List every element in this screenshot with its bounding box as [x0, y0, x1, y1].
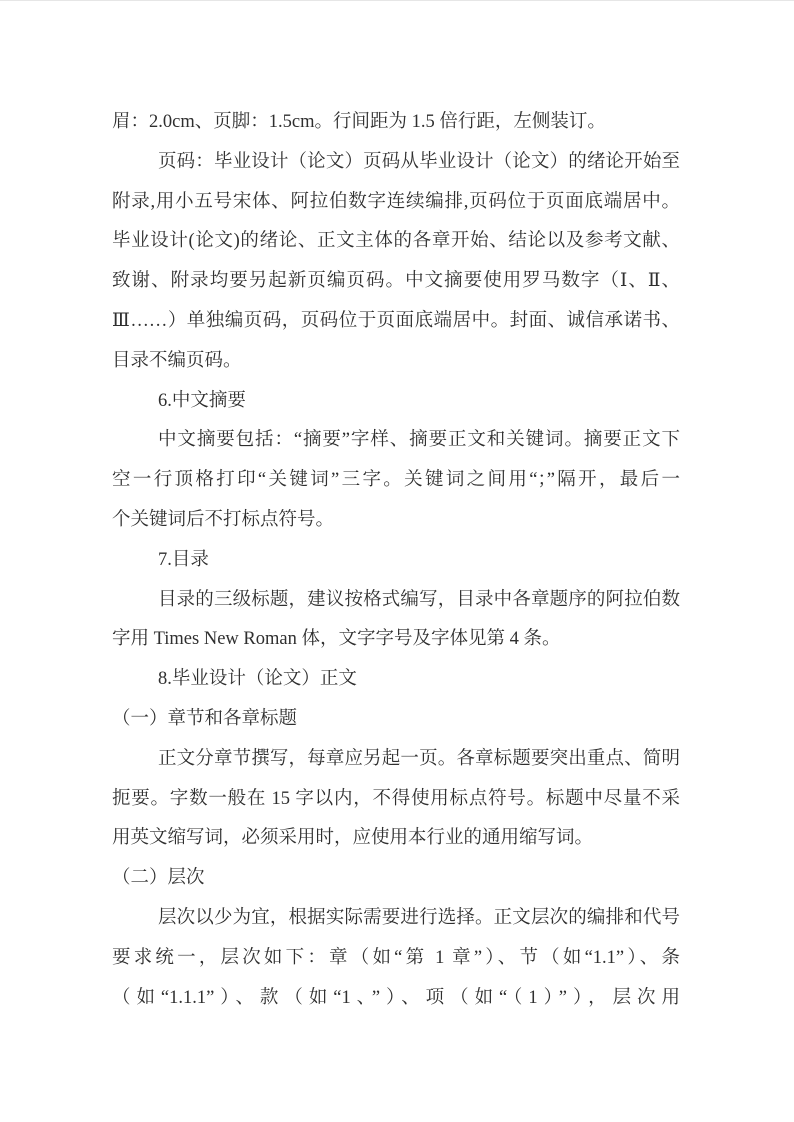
- line-page-number-rule-4: 致谢、附录均要另起新页编页码。中文摘要使用罗马数字（Ⅰ、Ⅱ、: [112, 271, 680, 292]
- line-level-rule-1: 层次以少为宜，根据实际需要进行选择。正文层次的编排和代号: [158, 907, 680, 928]
- line-chapter-title-rule-2: 扼要。字数一般在 15 字以内，不得使用标点符号。标题中尽量不采: [112, 788, 680, 809]
- line-level-rule-3: （如“1.1.1”）、款（如“1、”）、项（如“（1）”），层次用: [112, 987, 680, 1008]
- line-chapter-title-rule-3: 用英文缩写词，必须采用时，应使用本行业的通用缩写词。: [112, 828, 594, 849]
- line-page-number-rule-3: 毕业设计(论文)的绪论、正文主体的各章开始、结论以及参考文献、: [112, 231, 680, 252]
- line-chapter-title-rule-1: 正文分章节撰写，每章应另起一页。各章标题要突出重点、简明: [158, 748, 680, 769]
- line-page-number-rule-5: Ⅲ……）单独编页码，页码位于页面底端居中。封面、诚信承诺书、: [112, 310, 680, 331]
- line-level-rule-2: 要求统一，层次如下：章（如“第 1 章”）、节（如“1.1”）、条: [112, 947, 680, 968]
- line-abstract-rule-3: 个关键词后不打标点符号。: [112, 509, 335, 530]
- line-page-number-rule-6: 目录不编页码。: [112, 350, 242, 371]
- line-toc-rule-1: 目录的三级标题，建议按格式编写，目录中各章题序的阿拉伯数: [158, 589, 680, 610]
- heading-section-8: 8.毕业设计（论文）正文: [158, 669, 357, 690]
- line-page-number-rule-1: 页码：毕业设计（论文）页码从毕业设计（论文）的绪论开始至: [158, 151, 680, 172]
- heading-subsection-2: （二）层次: [112, 868, 205, 889]
- heading-section-6: 6.中文摘要: [158, 390, 246, 411]
- heading-subsection-1: （一）章节和各章标题: [112, 708, 298, 729]
- line-toc-rule-2: 字用 Times New Roman 体，文字字号及字体见第 4 条。: [112, 629, 561, 650]
- line-header-footer-margins: 眉：2.0cm、页脚：1.5cm。行间距为 1.5 倍行距，左侧装订。: [112, 112, 606, 132]
- document-body: [112, 103, 680, 1018]
- heading-section-7: 7.目录: [158, 549, 209, 570]
- line-abstract-rule-2: 空一行顶格打印“关键词”三字。关键词之间用“；”隔开，最后一: [112, 470, 680, 491]
- line-abstract-rule-1: 中文摘要包括：“摘要”字样、摘要正文和关键词。摘要正文下: [158, 430, 680, 451]
- line-page-number-rule-2: 附录,用小五号宋体、阿拉伯数字连续编排,页码位于页面底端居中。: [112, 191, 680, 212]
